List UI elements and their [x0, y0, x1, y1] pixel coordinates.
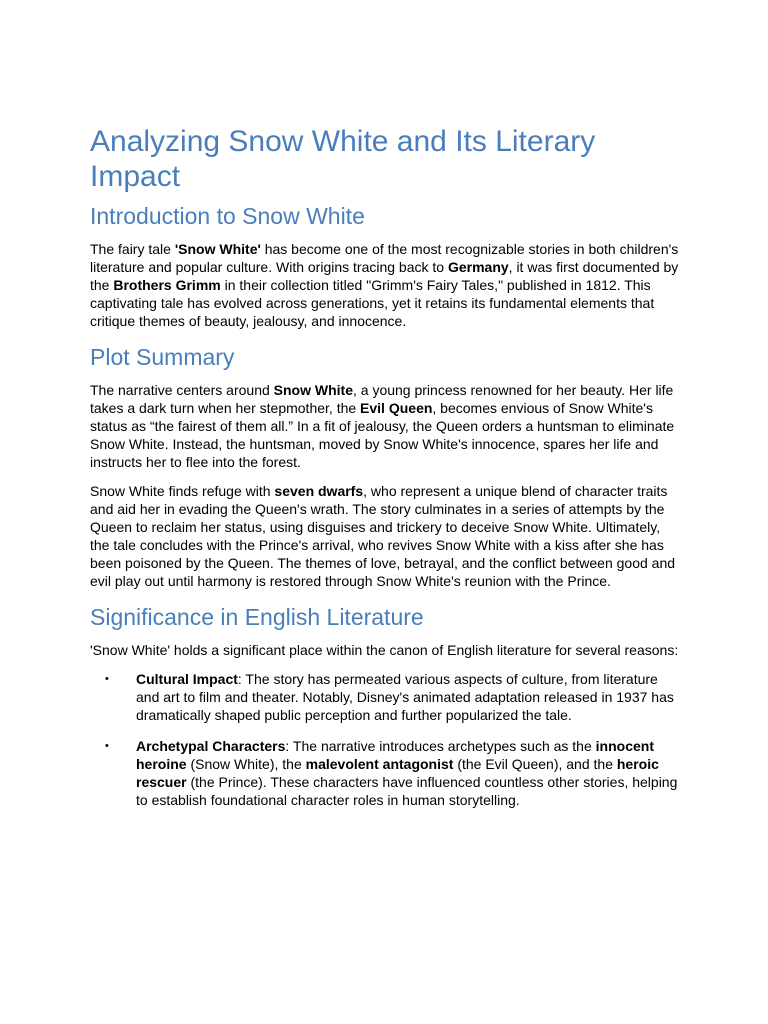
text-run: , it was first documented by the	[90, 259, 679, 293]
list-item	[90, 670, 680, 724]
bold-snow-white: 'Snow White'	[174, 241, 261, 257]
bullet-icon: •	[105, 673, 109, 685]
text-run: has become one of the most recognizable stories in both children's literature and popular culture. With origins tracing back to	[90, 241, 679, 275]
text-run: (the Prince). These characters have influenced countless other stories, helping to establish foundational character roles in human storytelling.	[136, 774, 678, 808]
text-run: in their collection titled "Grimm's Fairy Tales," published in 1812. This captivating tale has evolved across generations, yet it retains its fundamental elements that critique themes of beauty, jealousy, and innocence.	[90, 277, 655, 329]
text-run: The narrative centers around	[90, 382, 274, 398]
bold-archetypal-characters: Archetypal Characters	[136, 738, 286, 754]
significance-paragraph: 'Snow White' holds a significant place within the canon of English literature for several reasons:	[90, 642, 679, 658]
bullet-icon: •	[105, 740, 109, 752]
text-run: , who represent a unique blend of character traits and aid her in evading the Queen's wrath. The story culminates in a series of attempts by the Queen to reclaim her status, using disguises and trickery to deceive Snow White. Ultimately, the tale concludes with the Prince's arrival, who revives Snow White with a kiss after she has been poisoned by the Queen. The themes of love, betrayal, and the conflict between good and evil play out until harmony is restored through Snow White's reunion with the Prince.	[90, 483, 676, 589]
text-run: Snow White finds refuge with	[90, 483, 275, 499]
bold-brothers-grimm: Brothers Grimm	[113, 277, 221, 293]
section-heading-plot-summary: Plot Summary	[90, 344, 235, 370]
bold-heroic-rescuer: heroic rescuer	[136, 756, 659, 790]
text-run: , becomes envious of Snow White's status as “the fairest of them all.” In a fit of jealousy, the Queen orders a huntsman to eliminate Snow White. Instead, the huntsman, moved by Snow White's innocence, spares her life and instructs her to flee into the forest.	[90, 400, 675, 470]
section-heading-significance: Significance in English Literature	[90, 604, 424, 630]
text-run: : The story has permeated various aspects of culture, from literature and art to film and theater. Notably, Disney's animated adaptation released in 1937 has dramatically shaped public perception and further popularized the tale.	[136, 671, 674, 723]
bold-evil-queen: Evil Queen	[360, 400, 433, 416]
bold-seven-dwarfs: seven dwarfs	[274, 483, 364, 499]
intro-paragraph	[90, 240, 680, 330]
plot-paragraph-1	[90, 381, 680, 471]
bold-innocent-heroine: innocent heroine	[136, 738, 654, 772]
bold-snow-white: Snow White	[273, 382, 353, 398]
text-run: (Snow White), the	[186, 756, 306, 772]
significance-list	[90, 670, 680, 809]
plot-paragraph-2	[90, 482, 680, 590]
bold-malevolent-antagonist: malevolent antagonist	[305, 756, 454, 772]
list-item	[90, 737, 680, 809]
document-title: Analyzing Snow White and Its Literary Impact	[90, 125, 596, 193]
bold-germany: Germany	[447, 259, 509, 275]
text-run: The fairy tale	[90, 241, 175, 257]
text-run: : The narrative introduces archetypes such as the	[285, 738, 596, 754]
text-run: (the Evil Queen), and the	[453, 756, 617, 772]
bold-cultural-impact: Cultural Impact	[136, 671, 238, 687]
section-heading-introduction: Introduction to Snow White	[90, 203, 365, 229]
document-page	[90, 124, 680, 822]
text-run: , a young princess renowned for her beauty. Her life takes a dark turn when her stepmother, the	[90, 382, 674, 416]
